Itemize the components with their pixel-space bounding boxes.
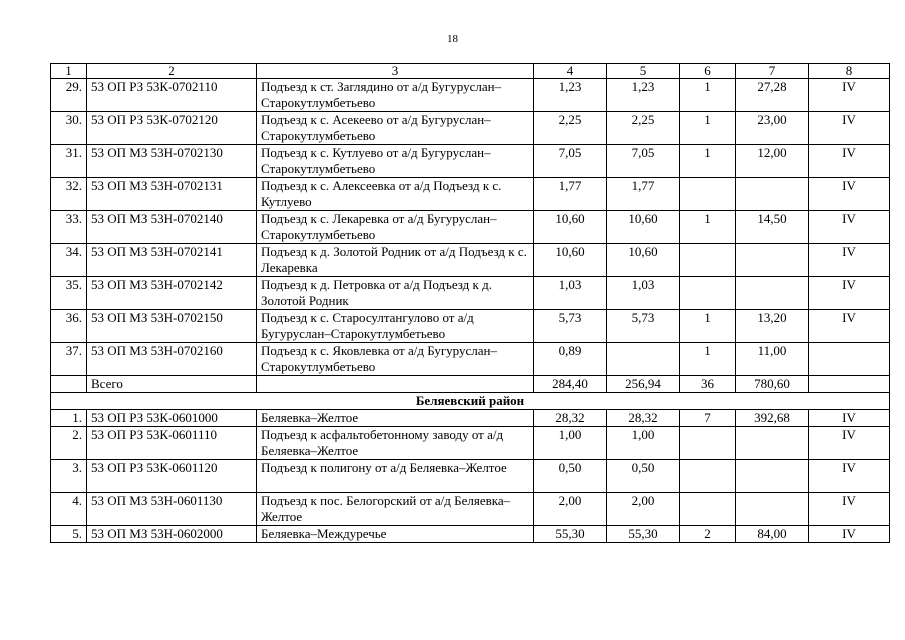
- road-name: Подъезд к с. Лекаревка от а/д Бугуруслан–Старокутлумбетьево: [257, 211, 534, 244]
- cell-col6: 1: [680, 79, 736, 112]
- cell-col4: 7,05: [534, 145, 607, 178]
- cell-col5: 5,73: [607, 310, 680, 343]
- header-cell: 7: [736, 64, 809, 79]
- cell-col4: 0,89: [534, 343, 607, 376]
- road-name: Подъезд к с. Яковлевка от а/д Бугуруслан–Старокутлумбетьево: [257, 343, 534, 376]
- cell-col4: 55,30: [534, 526, 607, 543]
- cell-col8: IV: [809, 112, 890, 145]
- cell-col7: [736, 493, 809, 526]
- row-number: 5.: [51, 526, 87, 543]
- cell-col8: IV: [809, 211, 890, 244]
- cell-col5: 2,00: [607, 493, 680, 526]
- table-row: [51, 493, 890, 526]
- cell-col8: IV: [809, 145, 890, 178]
- cell-col6: [680, 178, 736, 211]
- cell-col7: 13,20: [736, 310, 809, 343]
- row-number: 3.: [51, 460, 87, 493]
- total-label: Всего: [87, 376, 257, 393]
- cell-col4: 10,60: [534, 244, 607, 277]
- road-code: 53 ОП РЗ 53К-0601110: [87, 427, 257, 460]
- road-name: Подъезд к д. Золотой Родник от а/д Подъезд к с. Лекаревка: [257, 244, 534, 277]
- cell-col5: 55,30: [607, 526, 680, 543]
- cell-col7: 12,00: [736, 145, 809, 178]
- cell-col4: 2,00: [534, 493, 607, 526]
- table-row: [51, 277, 890, 310]
- cell-col6: [680, 460, 736, 493]
- cell-col8: IV: [809, 526, 890, 543]
- row-number: 1.: [51, 410, 87, 427]
- road-code: 53 ОП РЗ 53К-0702110: [87, 79, 257, 112]
- cell-col4: 1,00: [534, 427, 607, 460]
- road-name: Подъезд к с. Алексеевка от а/д Подъезд к с. Кутлуево: [257, 178, 534, 211]
- cell-col6: 1: [680, 112, 736, 145]
- cell-col4: 10,60: [534, 211, 607, 244]
- road-name: Подъезд к полигону от а/д Беляевка–Желтое: [257, 460, 534, 493]
- cell-col6: [680, 277, 736, 310]
- road-code: 53 ОП МЗ 53Н-0702142: [87, 277, 257, 310]
- table-row: [51, 310, 890, 343]
- road-name: Подъезд к ст. Заглядино от а/д Бугуруслан–Старокутлумбетьево: [257, 79, 534, 112]
- road-code: 53 ОП МЗ 53Н-0702141: [87, 244, 257, 277]
- total-col5: 256,94: [607, 376, 680, 393]
- table-row: [51, 343, 890, 376]
- cell-col8: IV: [809, 178, 890, 211]
- row-number: 36.: [51, 310, 87, 343]
- road-name: Беляевка–Желтое: [257, 410, 534, 427]
- cell-col7: [736, 427, 809, 460]
- cell-col6: 7: [680, 410, 736, 427]
- table-row: [51, 410, 890, 427]
- table-row: [51, 526, 890, 543]
- row-number: 4.: [51, 493, 87, 526]
- cell-col8: IV: [809, 79, 890, 112]
- cell-col5: 1,03: [607, 277, 680, 310]
- cell-col4: 28,32: [534, 410, 607, 427]
- cell-col5: [607, 343, 680, 376]
- header-cell: 8: [809, 64, 890, 79]
- row-number: 33.: [51, 211, 87, 244]
- cell-col7: [736, 277, 809, 310]
- road-code: 53 ОП РЗ 53К-0702120: [87, 112, 257, 145]
- road-code: 53 ОП МЗ 53Н-0702140: [87, 211, 257, 244]
- cell-col4: 1,23: [534, 79, 607, 112]
- cell-col8: IV: [809, 277, 890, 310]
- cell-col5: 1,77: [607, 178, 680, 211]
- road-code: 53 ОП МЗ 53Н-0601130: [87, 493, 257, 526]
- row-number: 32.: [51, 178, 87, 211]
- total-col6: 36: [680, 376, 736, 393]
- road-code: 53 ОП МЗ 53Н-0602000: [87, 526, 257, 543]
- cell-col7: 23,00: [736, 112, 809, 145]
- cell-col5: 2,25: [607, 112, 680, 145]
- table-row: [51, 112, 890, 145]
- cell-col5: 0,50: [607, 460, 680, 493]
- road-name: Подъезд к пос. Белогорский от а/д Беляевка–Желтое: [257, 493, 534, 526]
- road-name: Подъезд к асфальтобетонному заводу от а/д Беляевка–Желтое: [257, 427, 534, 460]
- cell-col4: 1,03: [534, 277, 607, 310]
- cell-col7: 84,00: [736, 526, 809, 543]
- cell-col8: IV: [809, 427, 890, 460]
- road-code: 53 ОП МЗ 53Н-0702131: [87, 178, 257, 211]
- cell-col8: IV: [809, 410, 890, 427]
- cell-col8: IV: [809, 244, 890, 277]
- row-number: 31.: [51, 145, 87, 178]
- road-code: 53 ОП РЗ 53К-0601120: [87, 460, 257, 493]
- total-col4: 284,40: [534, 376, 607, 393]
- cell-col8: IV: [809, 310, 890, 343]
- table-row: [51, 178, 890, 211]
- cell-col7: 27,28: [736, 79, 809, 112]
- section-title: Беляевский район: [51, 393, 890, 410]
- cell-col6: [680, 244, 736, 277]
- cell-col8: [809, 343, 890, 376]
- cell-col6: [680, 427, 736, 460]
- table-row: [51, 244, 890, 277]
- row-number: 37.: [51, 343, 87, 376]
- cell-col5: 1,23: [607, 79, 680, 112]
- cell-col6: 2: [680, 526, 736, 543]
- table-row: [51, 460, 890, 493]
- cell-col6: 1: [680, 310, 736, 343]
- header-cell: 5: [607, 64, 680, 79]
- cell-col7: 14,50: [736, 211, 809, 244]
- road-name: Беляевка–Междуречье: [257, 526, 534, 543]
- road-code: 53 ОП МЗ 53Н-0702160: [87, 343, 257, 376]
- table-row: [51, 145, 890, 178]
- cell-col5: 1,00: [607, 427, 680, 460]
- cell-col5: 28,32: [607, 410, 680, 427]
- total-col7: 780,60: [736, 376, 809, 393]
- cell-col7: [736, 178, 809, 211]
- road-code: 53 ОП МЗ 53Н-0702130: [87, 145, 257, 178]
- road-code: 53 ОП РЗ 53К-0601000: [87, 410, 257, 427]
- row-number: 30.: [51, 112, 87, 145]
- total-empty-cell: [809, 376, 890, 393]
- road-name: Подъезд к с. Асекеево от а/д Бугуруслан–Старокутлумбетьево: [257, 112, 534, 145]
- cell-col5: 10,60: [607, 211, 680, 244]
- cell-col5: 7,05: [607, 145, 680, 178]
- road-name: Подъезд к с. Старосултангулово от а/д Бугуруслан–Старокутлумбетьево: [257, 310, 534, 343]
- table-row: [51, 211, 890, 244]
- cell-col6: 1: [680, 343, 736, 376]
- header-cell: 2: [87, 64, 257, 79]
- cell-col7: [736, 244, 809, 277]
- road-name: Подъезд к д. Петровка от а/д Подъезд к д. Золотой Родник: [257, 277, 534, 310]
- total-empty-cell: [257, 376, 534, 393]
- table-row: [51, 427, 890, 460]
- cell-col4: 1,77: [534, 178, 607, 211]
- row-number: 29.: [51, 79, 87, 112]
- cell-col6: 1: [680, 145, 736, 178]
- table-row: [51, 79, 890, 112]
- cell-col6: 1: [680, 211, 736, 244]
- cell-col4: 5,73: [534, 310, 607, 343]
- cell-col4: 0,50: [534, 460, 607, 493]
- row-number: 34.: [51, 244, 87, 277]
- road-code: 53 ОП МЗ 53Н-0702150: [87, 310, 257, 343]
- cell-col6: [680, 493, 736, 526]
- cell-col7: [736, 460, 809, 493]
- header-cell: 4: [534, 64, 607, 79]
- header-cell: 6: [680, 64, 736, 79]
- total-empty-cell: [51, 376, 87, 393]
- cell-col7: 392,68: [736, 410, 809, 427]
- total-row: [51, 376, 890, 393]
- header-row: [51, 64, 890, 79]
- cell-col4: 2,25: [534, 112, 607, 145]
- row-number: 35.: [51, 277, 87, 310]
- cell-col5: 10,60: [607, 244, 680, 277]
- section-row: [51, 393, 890, 410]
- cell-col7: 11,00: [736, 343, 809, 376]
- cell-col8: IV: [809, 460, 890, 493]
- header-cell: 1: [51, 64, 87, 79]
- row-number: 2.: [51, 427, 87, 460]
- cell-col8: IV: [809, 493, 890, 526]
- road-name: Подъезд к с. Кутлуево от а/д Бугуруслан–Старокутлумбетьево: [257, 145, 534, 178]
- page-number: 18: [447, 33, 458, 45]
- roads-table: [50, 63, 890, 543]
- header-cell: 3: [257, 64, 534, 79]
